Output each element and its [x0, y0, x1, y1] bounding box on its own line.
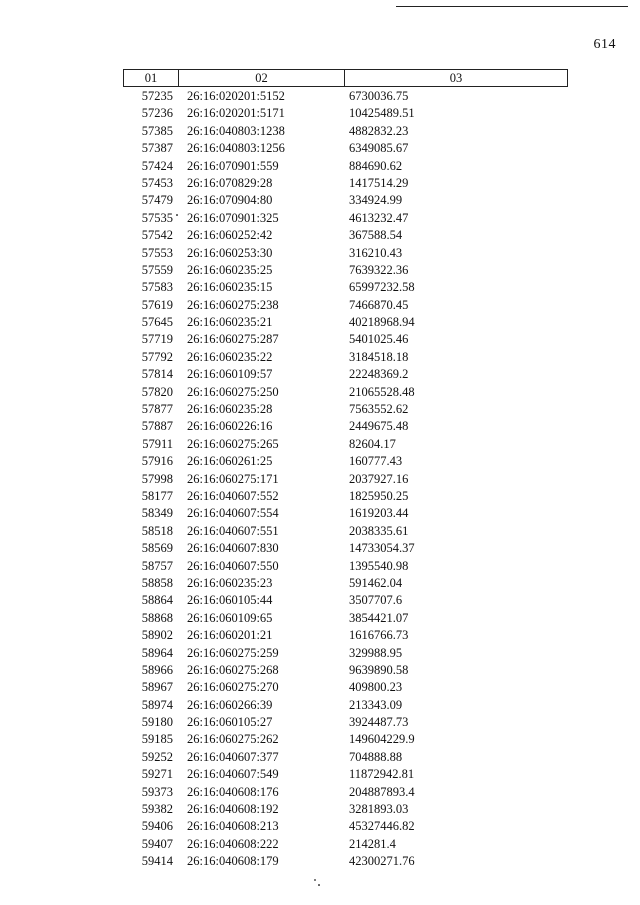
table-cell-col-1: 59407 [141, 836, 173, 851]
table-cell-col-1: 59180 [141, 715, 173, 730]
table-cell-col-3: 10425489.51 [349, 106, 415, 121]
table-row [123, 105, 568, 122]
table-row [123, 610, 568, 627]
table-cell-col-3: 7639322.36 [349, 262, 409, 277]
table-cell-col-3: 5401025.46 [349, 332, 409, 347]
table-cell-col-1: 59185 [141, 732, 173, 747]
table-row [123, 175, 568, 192]
table-cell-col-1: 57479 [141, 193, 173, 208]
table-cell-col-3: 4613232.47 [349, 210, 409, 225]
table-row [123, 592, 568, 609]
table-cell-col-2: 26:16:060275:250 [187, 384, 279, 399]
table-row [123, 401, 568, 418]
table-row [123, 262, 568, 279]
table-cell-col-2: 26:16:040608:179 [187, 854, 279, 869]
table-cell-col-2: 26:16:040607:551 [187, 523, 279, 538]
table-cell-col-2: 26:16:040803:1238 [187, 123, 285, 138]
table-cell-col-1: 58569 [141, 541, 173, 556]
table-body [123, 88, 568, 871]
table-cell-col-1: 58868 [141, 610, 173, 625]
scan-speck [176, 214, 178, 216]
table-cell-col-1: 57542 [141, 228, 173, 243]
table-row [123, 523, 568, 540]
table-cell-col-1: 57619 [141, 297, 173, 312]
table-cell-col-2: 26:16:040607:550 [187, 558, 279, 573]
table-row [123, 123, 568, 140]
header-col-1: 01 [124, 70, 179, 86]
table-row [123, 384, 568, 401]
table-cell-col-2: 26:16:040607:554 [187, 506, 279, 521]
table-cell-col-1: 57583 [141, 280, 173, 295]
table-cell-col-1: 57820 [141, 384, 173, 399]
table-header [123, 69, 568, 87]
table-cell-col-2: 26:16:020201:5152 [187, 89, 285, 103]
table-cell-col-3: 82604.17 [349, 436, 396, 451]
table-cell-col-2: 26:16:040608:222 [187, 836, 279, 851]
table-cell-col-1: 58964 [141, 645, 173, 660]
table-cell-col-2: 26:16:040608:213 [187, 819, 279, 834]
table-row [123, 245, 568, 262]
table-cell-col-3: 3184518.18 [349, 349, 409, 364]
table-cell-col-1: 57387 [141, 141, 173, 156]
table-cell-col-1: 57814 [141, 367, 173, 382]
scan-speck [314, 879, 316, 881]
table-row [123, 331, 568, 348]
top-rule [396, 6, 628, 7]
table-cell-col-3: 40218968.94 [349, 315, 415, 330]
table-cell-col-1: 58966 [141, 662, 173, 677]
table-cell-col-1: 57424 [141, 158, 173, 173]
table-cell-col-2: 26:16:060235:22 [187, 349, 273, 364]
table-cell-col-1: 57719 [141, 332, 173, 347]
table-cell-col-1: 58864 [141, 593, 173, 608]
table-cell-col-1: 57236 [141, 106, 173, 121]
table-cell-col-2: 26:16:070901:325 [187, 210, 279, 225]
table-cell-col-1: 59252 [141, 749, 173, 764]
table-row [123, 349, 568, 366]
table-cell-col-3: 1616766.73 [349, 628, 409, 643]
table-cell-col-1: 59414 [141, 854, 173, 869]
table-cell-col-3: 9639890.58 [349, 662, 409, 677]
table-cell-col-2: 26:16:060275:265 [187, 436, 279, 451]
table-cell-col-1: 57998 [141, 471, 173, 486]
table-cell-col-2: 26:16:060275:287 [187, 332, 279, 347]
table-cell-col-1: 59271 [141, 767, 173, 782]
table-cell-col-2: 26:16:060275:268 [187, 662, 279, 677]
table-cell-col-3: 367588.54 [349, 228, 403, 243]
table-cell-col-3: 1619203.44 [349, 506, 409, 521]
table-cell-col-1: 58177 [141, 488, 173, 503]
table-cell-col-3: 6730036.75 [349, 89, 409, 103]
table-row [123, 679, 568, 696]
table-cell-col-3: 1417514.29 [349, 175, 409, 190]
table-cell-col-1: 59406 [141, 819, 173, 834]
table-cell-col-3: 1825950.25 [349, 488, 409, 503]
table-cell-col-2: 26:16:060275:238 [187, 297, 279, 312]
table-cell-col-2: 26:16:060109:57 [187, 367, 273, 382]
table-cell-col-1: 57916 [141, 454, 173, 469]
table-cell-col-1: 57553 [141, 245, 173, 260]
table-cell-col-2: 26:16:040607:549 [187, 767, 279, 782]
table-cell-col-3: 4882832.23 [349, 123, 409, 138]
table-cell-col-3: 2449675.48 [349, 419, 409, 434]
table-cell-col-1: 57877 [141, 402, 173, 417]
table-cell-col-1: 57535 [141, 210, 173, 225]
table-row [123, 540, 568, 557]
table-row [123, 140, 568, 157]
table-cell-col-2: 26:16:060275:262 [187, 732, 279, 747]
table-row [123, 418, 568, 435]
table-row [123, 749, 568, 766]
table-row [123, 227, 568, 244]
table-cell-col-1: 57453 [141, 175, 173, 190]
table-cell-col-2: 26:16:060266:39 [187, 697, 273, 712]
table-row [123, 836, 568, 853]
table-cell-col-3: 45327446.82 [349, 819, 415, 834]
table-row [123, 471, 568, 488]
table-row [123, 314, 568, 331]
table-cell-col-2: 26:16:060201:21 [187, 628, 273, 643]
table-cell-col-1: 59382 [141, 802, 173, 817]
table-cell-col-3: 884690.62 [349, 158, 403, 173]
table-row [123, 784, 568, 801]
table-cell-col-1: 57792 [141, 349, 173, 364]
table-cell-col-3: 213343.09 [349, 697, 403, 712]
table-cell-col-3: 22248369.2 [349, 367, 409, 382]
table-cell-col-3: 2038335.61 [349, 523, 409, 538]
table-row [123, 88, 568, 105]
table-cell-col-3: 7466870.45 [349, 297, 409, 312]
table-cell-col-2: 26:16:040607:552 [187, 488, 279, 503]
table-cell-col-2: 26:16:070829:28 [187, 175, 273, 190]
table-cell-col-1: 58902 [141, 628, 173, 643]
table-cell-col-3: 409800.23 [349, 680, 403, 695]
header-col-3: 03 [449, 70, 463, 85]
table-cell-col-2: 26:16:070904:80 [187, 193, 273, 208]
table-cell-col-2: 26:16:060261:25 [187, 454, 273, 469]
table-cell-col-3: 3924487.73 [349, 715, 409, 730]
table-cell-col-1: 57645 [141, 315, 173, 330]
table-cell-col-2: 26:16:040607:377 [187, 749, 279, 764]
table-cell-col-3: 11872942.81 [349, 767, 415, 782]
table-cell-col-3: 42300271.76 [349, 854, 415, 869]
table-cell-col-2: 26:16:040608:176 [187, 784, 279, 799]
table-cell-col-3: 334924.99 [349, 193, 403, 208]
table-row [123, 662, 568, 679]
table-cell-col-2: 26:16:060253:30 [187, 245, 273, 260]
table-cell-col-2: 26:16:060275:259 [187, 645, 279, 660]
table-cell-col-1: 57235 [141, 89, 173, 103]
table-row [123, 766, 568, 783]
table-cell-col-3: 329988.95 [349, 645, 403, 660]
table-cell-col-2: 26:16:070901:559 [187, 158, 279, 173]
table-cell-col-3: 3507707.6 [349, 593, 403, 608]
table-cell-col-1: 57887 [141, 419, 173, 434]
table-cell-col-2: 26:16:060275:270 [187, 680, 279, 695]
table-row [123, 192, 568, 209]
table-row [123, 505, 568, 522]
table-row [123, 279, 568, 296]
table-cell-col-3: 14733054.37 [349, 541, 415, 556]
table-row [123, 558, 568, 575]
table-cell-col-3: 6349085.67 [349, 141, 409, 156]
table-cell-col-3: 149604229.9 [349, 732, 415, 747]
table-cell-col-1: 58974 [141, 697, 173, 712]
table-row [123, 645, 568, 662]
table-cell-col-2: 26:16:040607:830 [187, 541, 279, 556]
table-cell-col-1: 58518 [141, 523, 173, 538]
table-row [123, 297, 568, 314]
table-cell-col-3: 316210.43 [349, 245, 403, 260]
table-cell-col-2: 26:16:060252:42 [187, 228, 273, 243]
table-row [123, 210, 568, 227]
table-cell-col-2: 26:16:060226:16 [187, 419, 273, 434]
page-number: 614 [593, 37, 616, 52]
table-cell-col-3: 214281.4 [349, 836, 396, 851]
table-cell-col-1: 58967 [141, 680, 173, 695]
table-row [123, 697, 568, 714]
table-cell-col-3: 7563552.62 [349, 402, 409, 417]
table-cell-col-2: 26:16:060235:25 [187, 262, 273, 277]
table-cell-col-2: 26:16:060109:65 [187, 610, 273, 625]
table-row [123, 801, 568, 818]
table-cell-col-3: 65997232.58 [349, 280, 415, 295]
table-cell-col-2: 26:16:020201:5171 [187, 106, 285, 121]
table-cell-col-2: 26:16:060235:15 [187, 280, 273, 295]
table-row [123, 853, 568, 870]
table-cell-col-2: 26:16:060235:28 [187, 402, 273, 417]
table-cell-col-1: 59373 [141, 784, 173, 799]
table-cell-col-3: 2037927.16 [349, 471, 409, 486]
table-row [123, 436, 568, 453]
table-cell-col-3: 591462.04 [349, 575, 403, 590]
table-cell-col-1: 58349 [141, 506, 173, 521]
table-row [123, 714, 568, 731]
table-cell-col-1: 58757 [141, 558, 173, 573]
table-cell-col-1: 57385 [141, 123, 173, 138]
table-cell-col-1: 57911 [142, 436, 173, 451]
table-cell-col-3: 3854421.07 [349, 610, 409, 625]
table-cell-col-2: 26:16:060275:171 [187, 471, 279, 486]
data-table [123, 69, 568, 871]
table-row [123, 818, 568, 835]
table-cell-col-3: 21065528.48 [349, 384, 415, 399]
table-cell-col-3: 1395540.98 [349, 558, 409, 573]
table-cell-col-1: 58858 [141, 575, 173, 590]
table-cell-col-3: 160777.43 [349, 454, 403, 469]
table-row [123, 158, 568, 175]
table-row [123, 453, 568, 470]
header-col-2: 02 [179, 70, 345, 86]
table-row [123, 488, 568, 505]
table-row [123, 627, 568, 644]
table-cell-col-3: 204887893.4 [349, 784, 415, 799]
table-row [123, 366, 568, 383]
table-cell-col-3: 704888.88 [349, 749, 403, 764]
table-cell-col-1: 57559 [141, 262, 173, 277]
table-cell-col-3: 3281893.03 [349, 802, 409, 817]
table-cell-col-2: 26:16:060105:44 [187, 593, 273, 608]
table-cell-col-2: 26:16:040608:192 [187, 802, 279, 817]
table-row [123, 575, 568, 592]
table-row [123, 731, 568, 748]
table-cell-col-2: 26:16:060235:21 [187, 315, 273, 330]
table-cell-col-2: 26:16:060105:27 [187, 715, 273, 730]
scan-speck [318, 884, 320, 886]
table-cell-col-2: 26:16:040803:1256 [187, 141, 285, 156]
table-cell-col-2: 26:16:060235:23 [187, 575, 273, 590]
